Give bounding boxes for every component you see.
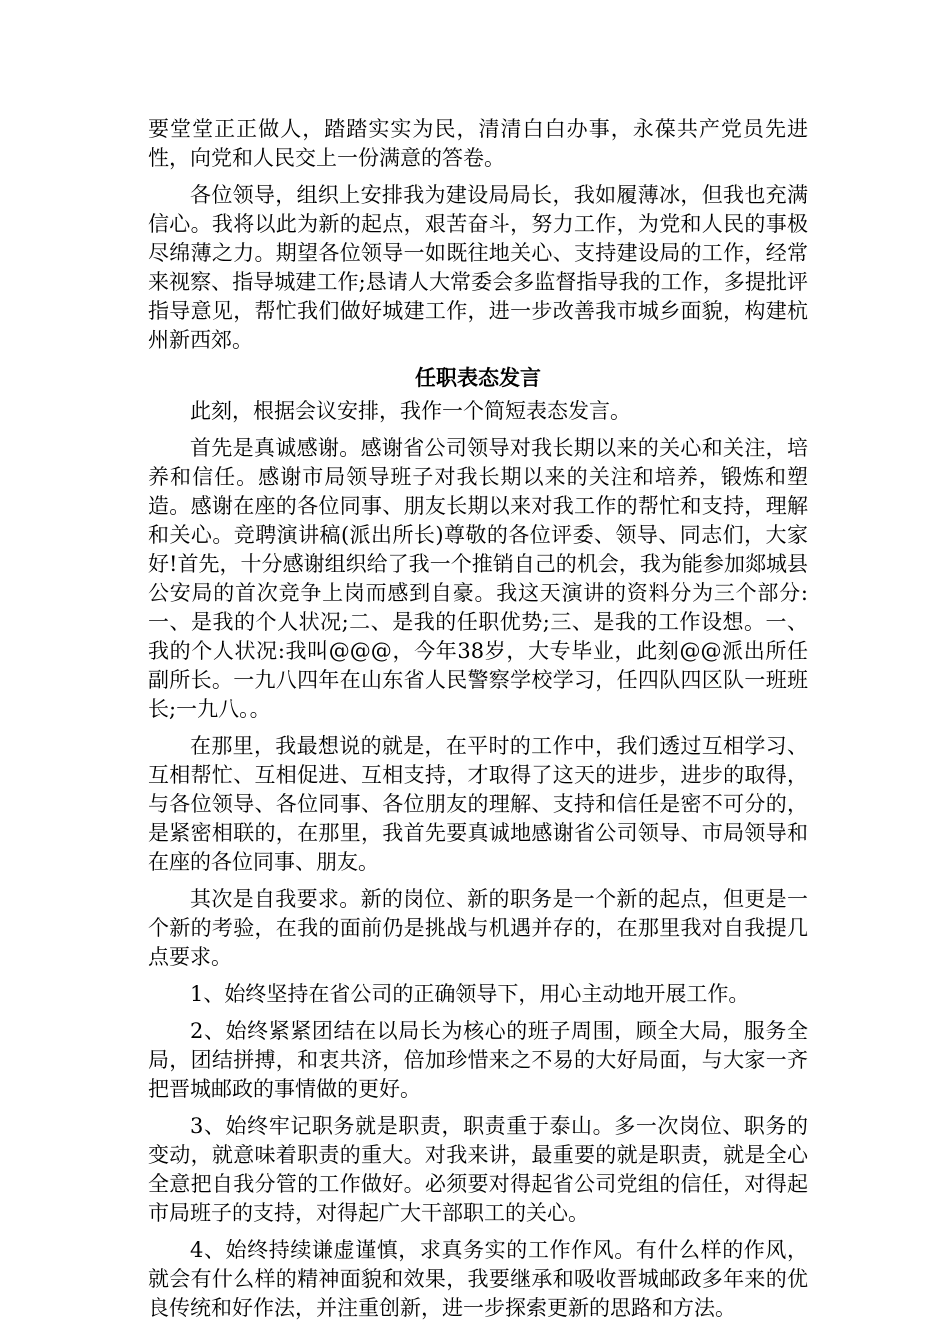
paragraph: 各位领导，组织上安排我为建设局局长，我如履薄冰，但我也充满信心。我将以此为新的起点，艰苦奋斗，努力工作，为党和人民的事极尽绵薄之力。期望各位领导一如既往地关心、支持建设局的工作，经常来视察、指导城建工作;恳请人大常委会多监督指导我的工作，多提批评指导意见，帮忙我们做好城建工作，进一步改善我市城乡面貌，构建杭州新西郊。 (148, 183, 808, 352)
paragraph: 在那里，我最想说的就是，在平时的工作中，我们透过互相学习、互相帮忙、互相促进、互相支持，才取得了这天的进步，进步的取得，与各位领导、各位同事、各位朋友的理解、支持和信任是密不可分的，是紧密相联的，在那里，我首先要真诚地感谢省公司领导、市局领导和在座的各位同事、朋友。 (148, 734, 808, 874)
list-item: 3、始终牢记职务就是职责，职责重于泰山。多一次岗位、职务的变动，就意味着职责的重大。对我来讲，最重要的就是职责，就是全心全意把自我分管的工作做好。必须要对得起省公司党组的信任，对得起市局班子的支持，对得起广大干部职工的关心。 (148, 1114, 808, 1225)
list-item: 1、始终坚持在省公司的正确领导下，用心主动地开展工作。 (190, 982, 750, 1006)
document-page (148, 115, 808, 1331)
section-title: 任职表态发言 (415, 365, 541, 390)
paragraph-continuation: 要堂堂正正做人，踏踏实实为民，清清白白办事，永葆共产党员先进性，向党和人民交上一份满意的答卷。 (148, 117, 808, 170)
list-item: 2、始终紧紧团结在以局长为核心的班子周围，顾全大局，服务全局，团结拼搏，和衷共济，倍加珍惜来之不易的大好局面，与大家一齐把晋城邮政的事情做的更好。 (148, 1019, 808, 1101)
paragraph: 首先是真诚感谢。感谢省公司领导对我长期以来的关心和关注，培养和信任。感谢市局领导班子对我长期以来的关注和培养，锻炼和塑造。感谢在座的各位同事、朋友长期以来对我工作的帮忙和支持，理解和关心。竞聘演讲稿(派出所长)尊敬的各位评委、领导、同志们，大家好!首先，十分感谢组织给了我一个推销自己的机会，我为能参加郯城县公安局的首次竞争上岗而感到自豪。我这天演讲的资料分为三个部分:一、是我的个人状况;二、是我的任职优势;三、是我的工作设想。一、我的个人状况:我叫@@@，今年38岁，大专毕业，此刻@@派出所任副所长。一九八四年在山东省人民警察学校学习，任四队四区队一班班长;一九八。。 (148, 436, 808, 721)
list-item: 4、始终持续谦虚谨慎，求真务实的工作作风。有什么样的作风，就会有什么样的精神面貌和效果，我要继承和吸收晋城邮政多年来的优良传统和好作法，并注重创新，进一步探索更新的思路和方法。 (148, 1238, 808, 1320)
paragraph: 其次是自我要求。新的岗位、新的职务是一个新的起点，但更是一个新的考验，在我的面前仍是挑战与机遇并存的，在那里我对自我提几点要求。 (148, 887, 808, 969)
paragraph: 此刻，根据会议安排，我作一个简短表态发言。 (190, 399, 631, 423)
